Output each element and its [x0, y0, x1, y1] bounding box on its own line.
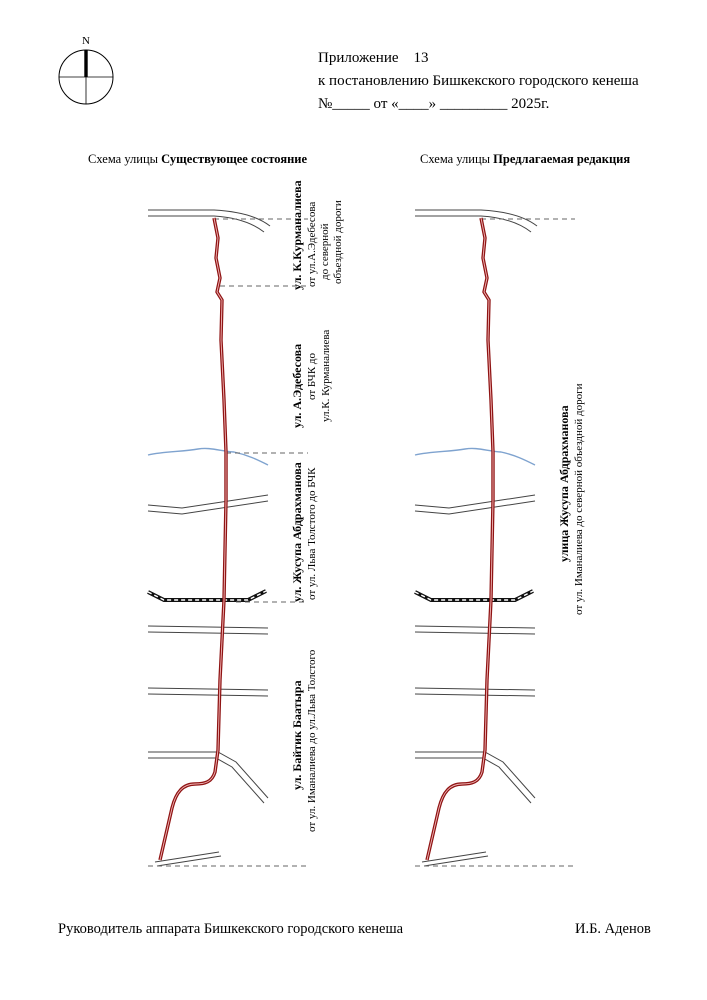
svg-text:улица Жусупа Абдрахманова: улица Жусупа Абдрахманова [557, 405, 571, 562]
footer-position: Руководитель аппарата Бишкекского городского кенеша [58, 921, 404, 937]
right-base-map [415, 210, 575, 866]
svg-text:до северной: до северной [319, 223, 331, 280]
north-label: N [82, 35, 90, 47]
svg-text:от ул. Иманалиева до ул.Льва Т: от ул. Иманалиева до ул.Льва Толстого [306, 649, 318, 832]
resolution-line: к постановлению Бишкекского городского кенеша [318, 73, 639, 89]
left-caption-prefix: Схема улицы [88, 152, 162, 166]
svg-text:от ул. Иманалиева до северной: от ул. Иманалиева до северной объездной дороги [573, 383, 585, 615]
segment-label-abdrakhmanova [290, 462, 318, 602]
appendix-label: Приложение [318, 50, 399, 66]
svg-text:ул.К. Курманалиева: ул.К. Курманалиева [320, 329, 332, 422]
svg-text:ул. А.Эдебесова: ул. А.Эдебесова [290, 343, 304, 428]
resolution-number-line: №_____ от «____» _________ 2025г. [318, 96, 550, 112]
left-route-line [160, 218, 226, 860]
segment-label-edebesova [290, 330, 332, 428]
svg-text:объездной дороги: объездной дороги [332, 200, 344, 284]
appendix-number: 13 [413, 50, 429, 66]
svg-text:от БЧК до: от БЧК до [306, 352, 318, 400]
footer-signatory: И.Б. Аденов [575, 921, 651, 937]
right-route-line [427, 218, 493, 860]
left-base-map [148, 210, 308, 866]
segment-label-kurmanalieva [290, 180, 344, 290]
svg-text:ул. Байтик Баатыра: ул. Байтик Баатыра [290, 680, 304, 790]
left-caption-bold: Существующее состояние [161, 152, 308, 166]
segment-label-baitik-baatyra [290, 649, 318, 832]
svg-text:от ул.А.Эдебесова: от ул.А.Эдебесова [306, 201, 318, 287]
segment-label-proposed [557, 383, 585, 615]
svg-text:ул. К.Курманалиева: ул. К.Курманалиева [290, 180, 304, 290]
right-caption-bold: Предлагаемая редакция [493, 152, 631, 166]
right-caption-prefix: Схема улицы [420, 152, 494, 166]
svg-text:от ул. Льва Толстого до БЧК: от ул. Льва Толстого до БЧК [306, 467, 318, 600]
svg-text:ул. Жусупа Абдрахманова: ул. Жусупа Абдрахманова [290, 462, 304, 602]
